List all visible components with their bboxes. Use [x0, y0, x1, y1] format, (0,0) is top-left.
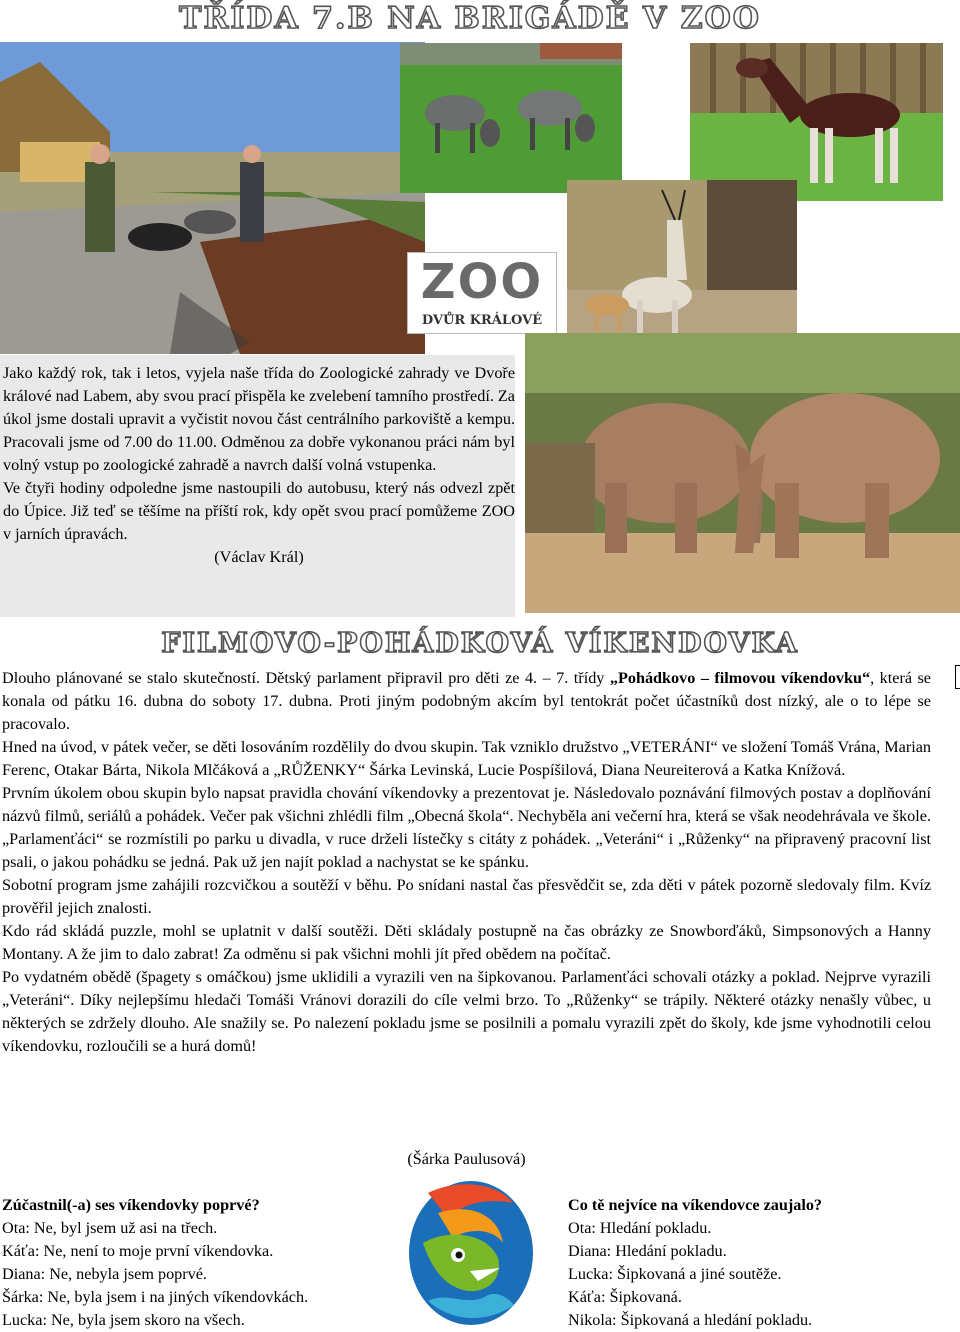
survey-left-answer: Ota: Ne, byl jsem už asi na třech. [2, 1219, 218, 1237]
survey-right-answer: Ota: Hledání pokladu. [568, 1219, 712, 1237]
weekend-p1-bold: „Pohádkovo – filmovou víkendovku“ [609, 669, 871, 687]
survey-left-answer: Diana: Ne, nebyla jsem poprvé. [2, 1265, 207, 1283]
zoo-logo-subtitle: DVŮR KRÁLOVÉ [421, 313, 543, 328]
survey-left [2, 1194, 402, 1332]
survey-right-answer: Nikola: Šipkovaná a hledání pokladu. [568, 1311, 813, 1329]
weekend-paragraph-5: Kdo rád skládá puzzle, mohl se uplatnit v další soutěži. Děti skládaly postupně na čas obrázky ze Snowborďáků, Simpsonových a Hanny Montany. A že jim to dalo zabrat! Za odměnu si pak všichni mohli jít před obědem na počítač. [2, 922, 931, 963]
wildebeest-photo [400, 43, 622, 193]
weekend-section-title: FILMOVO-POHÁDKOVÁ VÍKENDOVKA [161, 628, 799, 659]
weekend-p1-end: , která se konala od pátku 16. dubna do soboty 17. dubna. Proti jiným podobným akcím byl tentokrát počet účastníků dost nízký, ale o to lépe se pracovalo. [2, 669, 931, 733]
zoo-paragraph-2: Ve čtyři hodiny odpoledne jsme nastoupili do autobusu, který nás odvezl zpět do Úpice. Již teď se těšíme na příští rok, kdy opět svou prací pomůžeme ZOO v jarních úpravách. [3, 479, 515, 543]
zoo-author: (Václav Král) [214, 548, 304, 566]
weekend-article [2, 667, 931, 1058]
zoo-logo-word: ZOO [420, 254, 544, 310]
survey-left-answer: Lucka: Ne, byla jsem skoro na všech. [2, 1311, 245, 1329]
margin-mark [955, 665, 960, 689]
survey-right-question: Co tě nejvíce na víkendovce zaujalo? [568, 1196, 823, 1214]
weekend-p1-start: Dlouho plánované se stalo skutečností. Dětský parlament připravil pro děti ze 4. – 7. třídy [2, 669, 610, 687]
survey-right-answer: Lucka: Šipkovaná a jiné soutěže. [568, 1265, 782, 1283]
survey-right [568, 1194, 958, 1332]
weekend-paragraph-1 [2, 667, 931, 736]
weekend-author: (Šárka Paulusová) [407, 1150, 526, 1168]
okapi-photo [690, 43, 943, 201]
zoo-article [3, 362, 515, 569]
survey-right-answer: Káťa: Šipkovaná. [568, 1288, 682, 1306]
survey-left-answer: Šárka: Ne, byla jsem i na jiných víkendovkách. [2, 1288, 309, 1306]
weekend-paragraph-6: Po vydatném obědě (špagety s omáčkou) jsme uklidili a vyrazili ven na šipkovanou. Parlamenťáci schovali otázky a poklad. Nejprve vyrazili „Veteráni“. Díky nejlepšímu hledači Tomáši Vránovi dorazili do cíle velmi brzo. To „Růženky“ se trápily. Některé otázky nenašly vůbec, u některých se zdržely dlouho. Ale snažily se. Po nalezení pokladu jsme se posilnili a pomalu vyrazili zpět do školy, kde jsme vyhodnotili celou víkendovku, rozloučili se a hurá domů! [2, 968, 931, 1055]
survey-left-question: Zúčastnil(-a) ses víkendovky poprvé? [2, 1196, 260, 1214]
weekend-paragraph-3: Prvním úkolem obou skupin bylo napsat pravidla chování víkendovky a prezentovat je. Následovalo poznávání filmových postav a doplňování názvů filmů, seriálů a pohádek. Večer pak všichni zhlédli film „Obecná škola“. Nechyběla ani večerní hra, která se však neodehrávala ve škole. „Parlamenťáci“ se rozmístili po parku u divadla, v ruce drželi lístečky s citáty z pohádek. „Veteráni“ i „Růženky“ na připravený pracovní list psali, o jakou pohádku se jedná. Pak už jen najít poklad a nachystat se ke spánku. [2, 784, 931, 871]
zoo-paragraph-1: Jako každý rok, tak i letos, vyjela naše třída do Zoologické zahrady ve Dvoře králové nad Labem, aby svou prací přispěla ke zvelebení tamního prostředí. Za úkol jsme dostali upravit a vyčistit novou část centrálního parkoviště a kempu. Pracovali jsme od 7.00 do 11.00. Odměnou za dobře vykonanou práci nám byl volný vstup po zoologické zahradě a navrch další volná vstupenka. [3, 364, 515, 474]
weekend-paragraph-2: Hned na úvod, v pátek večer, se děti losováním rozdělily do dvou skupin. Tak vzniklo družstvo „VETERÁNI“ ve složení Tomáš Vrána, Marian Ferenc, Otakar Bárta, Nikola Mlčáková a „RŮŽENKY“ Šárka Levinská, Lucie Pospíšilová, Diana Neureiterová a Katka Knížová. [2, 738, 931, 779]
zoo-logo [407, 252, 557, 334]
zoo-section-title: TŘÍDA 7.B NA BRIGÁDĚ V ZOO [179, 1, 761, 36]
elephants-photo [525, 333, 960, 613]
students-working-photo [0, 42, 425, 354]
dragon-logo [408, 1173, 534, 1327]
survey-right-answer: Diana: Hledání pokladu. [568, 1242, 727, 1260]
survey-left-answer: Káťa: Ne, není to moje první víkendovka. [2, 1242, 274, 1260]
weekend-paragraph-4: Sobotní program jsme zahájili rozcvičkou a soutěží v běhu. Po snídani nastal čas přesvědčit se, zda děti v pátek pozorně sledovaly film. Kvíz prověřil jejich znalosti. [2, 876, 931, 917]
